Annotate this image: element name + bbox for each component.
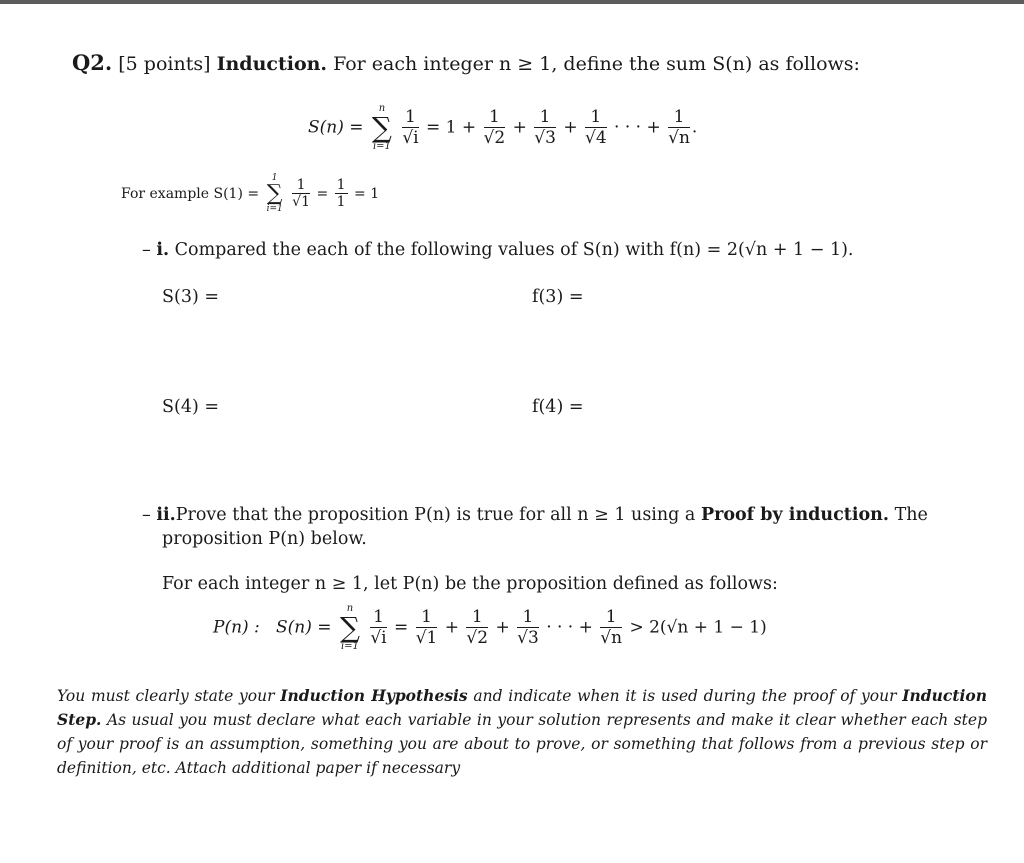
fraction: $\frac{1}{√2}$ xyxy=(466,606,489,649)
part-ii-line3: For each integer n ≥ 1, let P(n) be the proposition defined as follows: xyxy=(162,574,778,594)
part-ii-label: ii. xyxy=(156,505,176,525)
example-line: For example S(1) = 1 ∑ i=1 $\frac{1}{√1}$ = $\frac{1}{1}$ = 1 xyxy=(121,173,380,214)
prop-rhs: > 2(√n + 1 − 1) xyxy=(629,617,767,638)
question-points: [5 points] xyxy=(118,53,211,75)
fraction: $\frac{1}{√3}$ xyxy=(534,106,556,149)
fraction: $\frac{1}{√n}$ xyxy=(600,606,623,649)
part-i-text: Compared the each of the following values of S(n) with f(n) = 2(√n + 1 − 1). xyxy=(174,240,854,260)
fraction: $\frac{1}{1}$ xyxy=(336,177,346,211)
example-result: = 1 xyxy=(354,186,380,202)
induction-hypothesis-bold: Induction Hypothesis xyxy=(280,686,468,705)
instructions-paragraph: You must clearly state your Induction Hypothesis and indicate when it is used during the proof of your Induction Step. As usual you must declare what each variable in your solution represents and make it clear whether each step of your proof is an assumption, something you are about to prove, or something that follows from a previous step or definition, etc. Attach additional paper if necessary xyxy=(57,686,988,777)
fraction: $\frac{1}{√1}$ xyxy=(415,606,438,649)
sigma-symbol: n ∑ i=1 xyxy=(371,103,392,152)
part-ii-text: Prove that the proposition P(n) is true for all n ≥ 1 using a xyxy=(175,505,696,525)
prop-label: P(n) : xyxy=(213,617,260,638)
proof-by-induction-bold: Proof by induction. xyxy=(700,505,890,525)
question-intro: For each integer n ≥ 1, define the sum S(n) as follows: xyxy=(333,53,860,75)
part-i-label: i. xyxy=(156,240,170,260)
f4-label: f(4) = xyxy=(532,397,584,417)
question-number: Q2. xyxy=(72,50,113,75)
example-prefix: For example S(1) = xyxy=(121,186,260,202)
question-topic: Induction. xyxy=(216,53,328,75)
fraction: $\frac{1}{√1}$ xyxy=(292,177,310,211)
fraction: $\frac{1}{√3}$ xyxy=(517,606,539,649)
top-border xyxy=(0,0,1024,4)
fraction: $\frac{1}{√n}$ xyxy=(668,106,690,149)
fraction: $\frac{1}{√i}$ xyxy=(370,606,387,649)
part-ii-statement: – ii.Prove that the proposition P(n) is true for all n ≥ 1 using a Proof by induction. The xyxy=(142,505,928,525)
fraction: $\frac{1}{√2}$ xyxy=(483,106,506,149)
sigma-symbol: 1 ∑ i=1 xyxy=(266,173,283,214)
fraction: $\frac{1}{√4}$ xyxy=(584,106,607,149)
prop-lhs: S(n) = xyxy=(276,617,332,638)
def-eq1: = 1 + xyxy=(426,117,477,138)
f3-label: f(3) = xyxy=(532,287,584,307)
def-ellipsis: · · · + xyxy=(614,117,661,138)
s4-label: S(4) = xyxy=(162,397,220,417)
part-i-statement: – i. Compared the each of the following values of S(n) with f(n) = 2(√n + 1 − 1). xyxy=(142,240,854,260)
part-ii-line2: proposition P(n) below. xyxy=(162,529,367,549)
s3-label: S(3) = xyxy=(162,287,220,307)
fraction: $\frac{1}{√i}$ xyxy=(402,106,419,149)
proposition-equation: P(n) : S(n) = n ∑ i=1 $\frac{1}{√i}$ = $\frac{1}{√1}$ + $\frac{1}{√2}$ + $\frac{1}{√3}$ · · · + $\frac{1}{√n}$ > 2(√n + 1 − 1) xyxy=(213,603,767,652)
question-heading xyxy=(72,50,860,75)
sigma-symbol: n ∑ i=1 xyxy=(339,603,360,652)
def-lhs: S(n) = xyxy=(308,117,364,138)
induction-step-bold: Induction Step. xyxy=(57,686,987,729)
sum-definition: S(n) = n ∑ i=1 $\frac{1}{√i}$ = 1 + $\frac{1}{√2}$ + $\frac{1}{√3}$ + $\frac{1}{√4}$ · · · + $\frac{1}{√n}$ . xyxy=(308,103,698,152)
